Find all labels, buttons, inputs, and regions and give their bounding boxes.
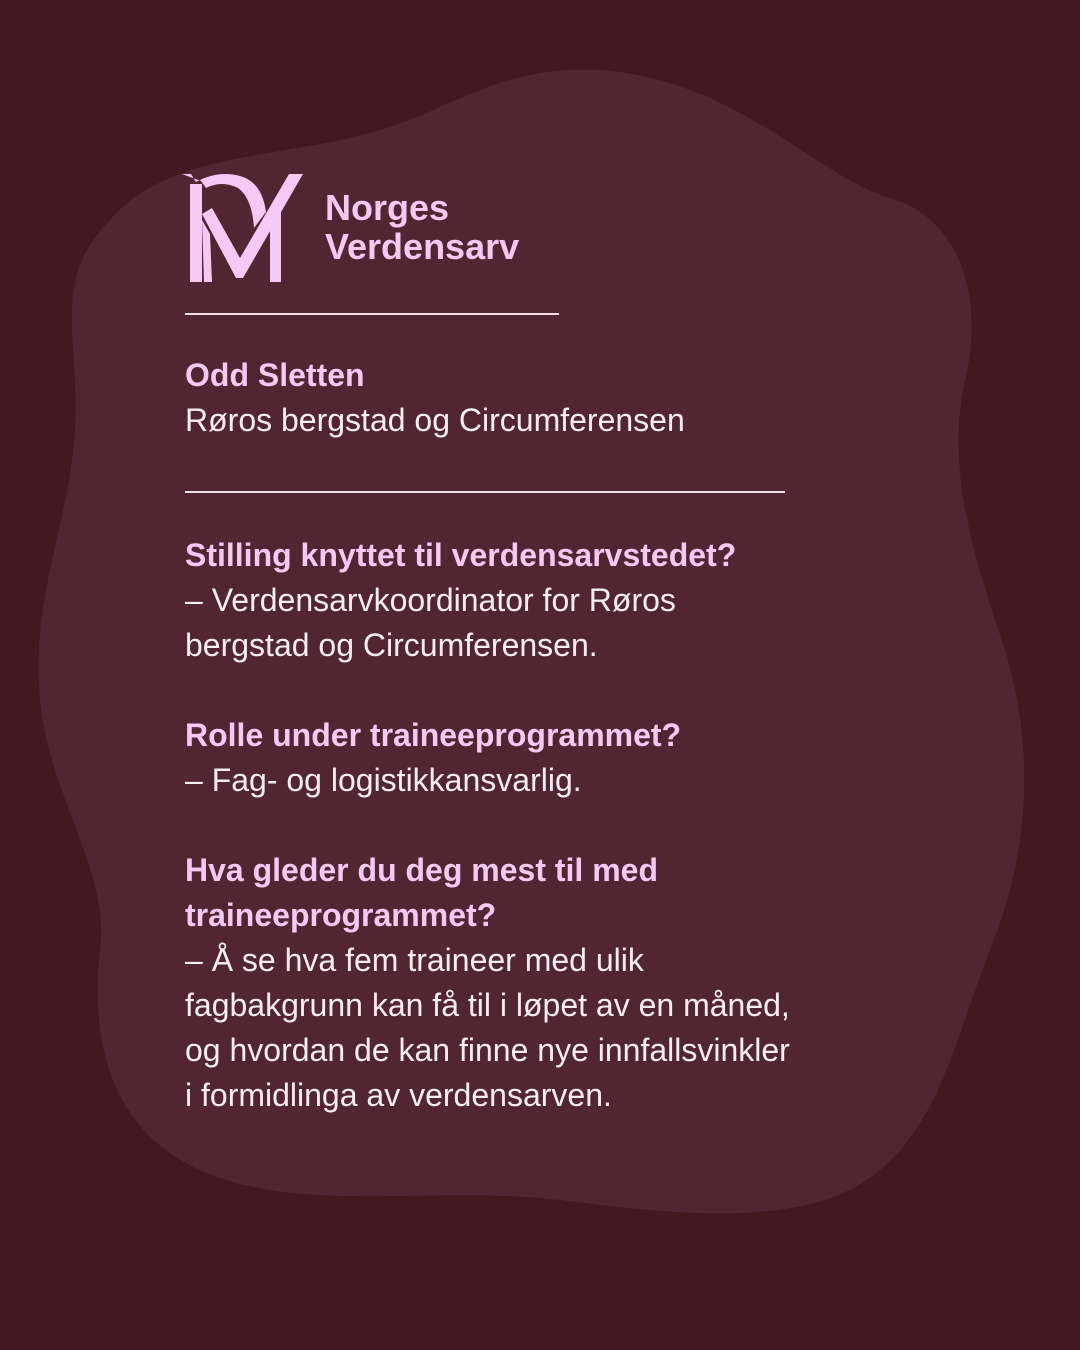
profile-card bbox=[185, 170, 905, 1118]
qa-item bbox=[185, 533, 905, 668]
question-line: Hva gleder du deg mest til med bbox=[185, 852, 658, 888]
logo-wordmark bbox=[325, 188, 519, 266]
logo bbox=[185, 170, 905, 285]
answer-line: bergstad og Circumferensen. bbox=[185, 627, 598, 663]
answer-line: – Verdensarvkoordinator for Røros bbox=[185, 582, 676, 618]
logo-line-2: Verdensarv bbox=[325, 226, 520, 267]
divider-short bbox=[185, 313, 559, 315]
person-name: Odd Sletten bbox=[185, 357, 365, 393]
question-line: traineeprogrammet? bbox=[185, 897, 497, 933]
norges-verdensarv-logo-icon bbox=[182, 172, 304, 284]
answer-line: i formidlinga av verdensarven. bbox=[185, 1077, 612, 1113]
question: Rolle under traineeprogrammet? bbox=[185, 717, 682, 753]
answer-line: og hvordan de kan finne nye innfallsvinkler bbox=[185, 1032, 790, 1068]
answer-line: – Fag- og logistikkansvarlig. bbox=[185, 762, 582, 798]
qa-item bbox=[185, 848, 905, 1118]
logo-line-1: Norges bbox=[325, 187, 450, 228]
question: Stilling knyttet til verdensarvstedet? bbox=[185, 537, 737, 573]
qa-item bbox=[185, 713, 905, 803]
answer-line: – Å se hva fem traineer med ulik bbox=[185, 942, 644, 978]
person-site: Røros bergstad og Circumferensen bbox=[185, 402, 685, 438]
answer-line: fagbakgrunn kan få til i løpet av en måned, bbox=[185, 987, 790, 1023]
divider-long bbox=[185, 491, 785, 493]
